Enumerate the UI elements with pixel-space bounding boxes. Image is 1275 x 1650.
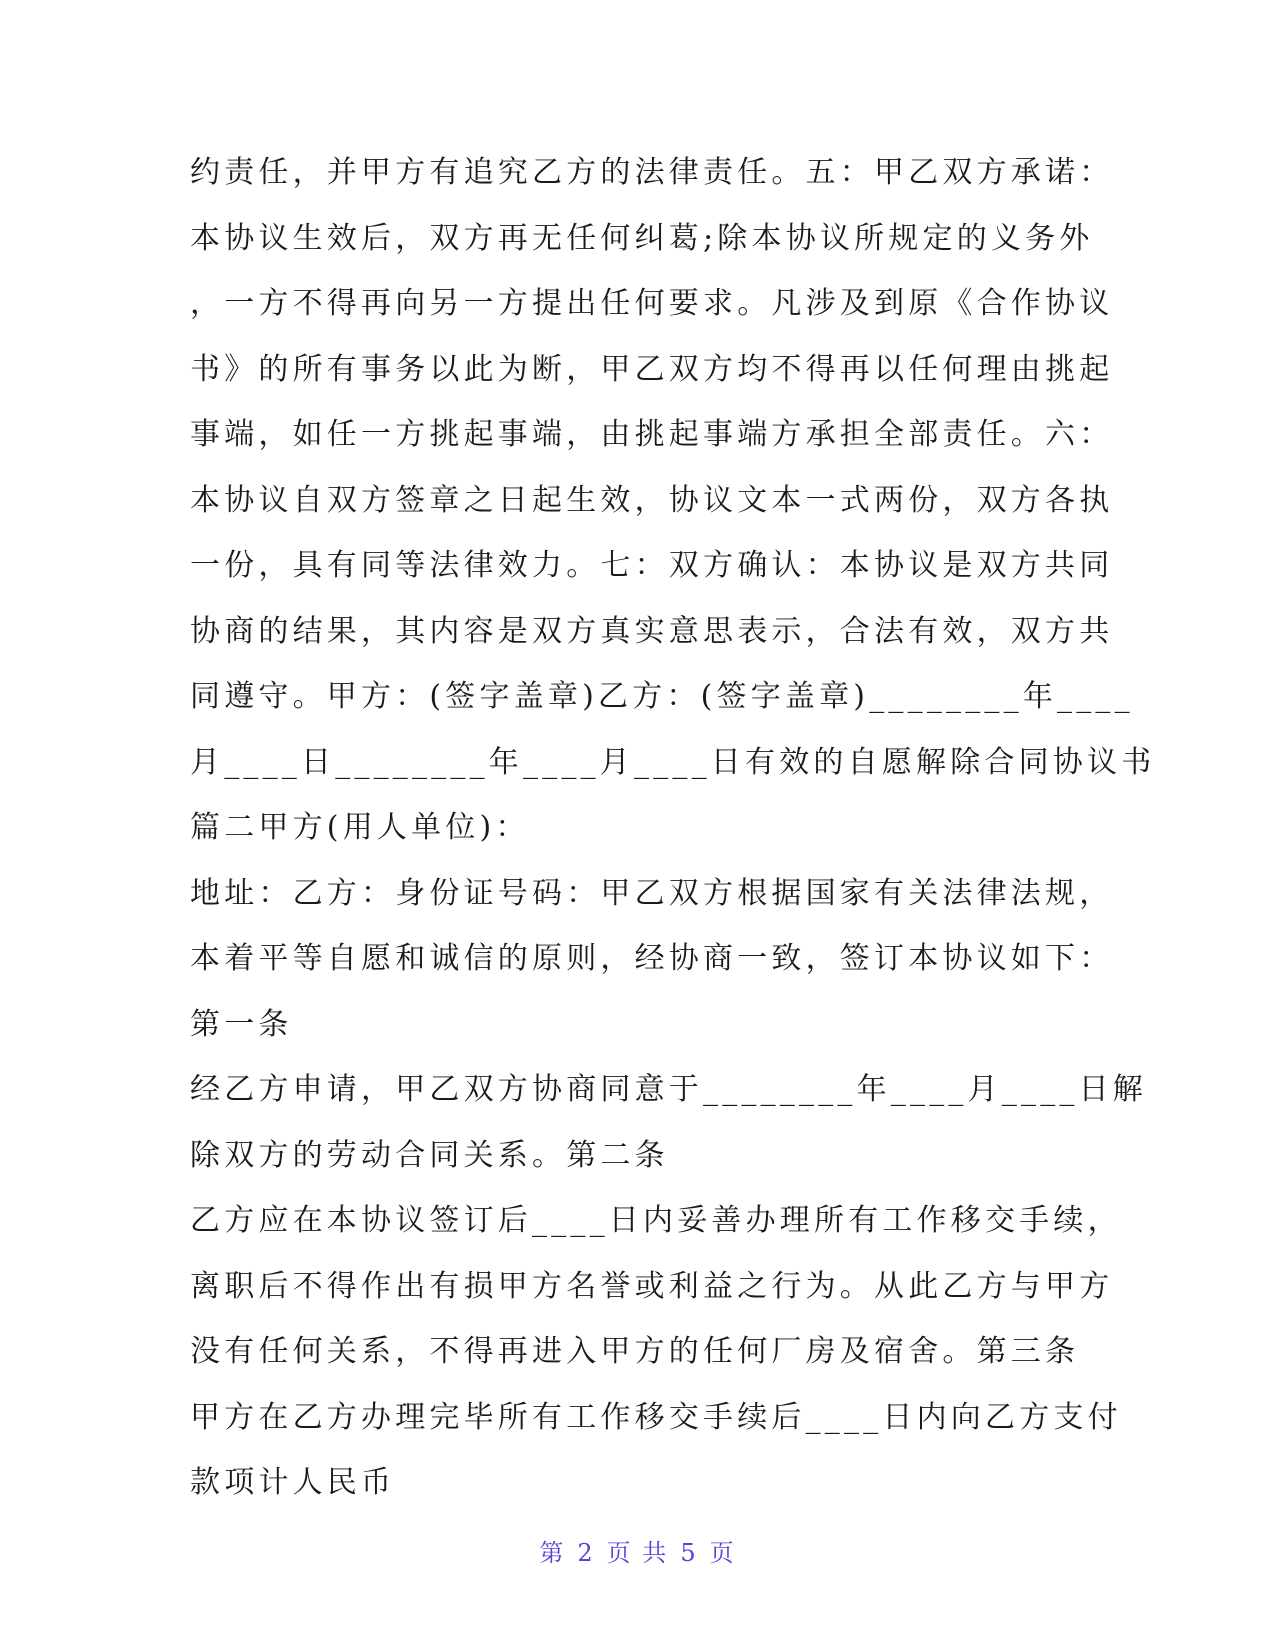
section-heading: 篇二甲方(用人单位)： — [190, 810, 530, 845]
text-line: 甲方在乙方办理完毕所有工作移交手续后____日内向乙方支付 — [190, 1399, 1122, 1435]
text-line: ，一方不得再向另一方提出任何要求。凡涉及到原《合作协议 — [190, 286, 1114, 321]
footer-prefix: 第 — [539, 1539, 566, 1567]
footer-suffix: 页 — [709, 1539, 736, 1567]
page-footer — [0, 1533, 1275, 1568]
text-line: 乙方应在本协议签订后____日内妥善办理所有工作移交手续， — [190, 1203, 1122, 1238]
text-line: 协商的结果，其内容是双方真实意思表示，合法有效，双方共 — [190, 613, 1114, 649]
footer-middle: 页 共 — [606, 1539, 669, 1567]
text-line: 一份，具有同等法律效力。七：双方确认：本协议是双方共同 — [190, 548, 1114, 583]
text-line: 本协议生效后，双方再无任何纠葛;除本协议所规定的义务外 — [190, 220, 1094, 256]
text-line: 约责任，并甲方有追究乙方的法律责任。五：甲乙双方承诺： — [190, 155, 1114, 190]
article-heading: 第一条 — [190, 1006, 293, 1042]
document-body — [190, 140, 1156, 1516]
text-line: 地址：乙方：身份证号码：甲乙双方根据国家有关法律法规， — [190, 875, 1114, 911]
text-line: 事端，如任一方挑起事端，由挑起事端方承担全部责任。六： — [190, 417, 1114, 452]
text-line: 没有任何关系，不得再进入甲方的任何厂房及宿舍。第三条 — [190, 1334, 1080, 1369]
text-line: 经乙方申请，甲乙双方协商同意于________年____月____日解 — [190, 1072, 1147, 1107]
text-line: 本着平等自愿和诚信的原则，经协商一致，签订本协议如下： — [190, 941, 1114, 976]
text-line: 书》的所有事务以此为断，甲乙双方均不得再以任何理由挑起 — [190, 351, 1114, 387]
text-line: 除双方的劳动合同关系。第二条 — [190, 1137, 669, 1173]
text-line: 本协议自双方签章之日起生效，协议文本一式两份，双方各执 — [190, 482, 1114, 518]
text-line: 月____日________年____月____日有效的自愿解除合同协议书 — [190, 744, 1156, 780]
total-pages-number: 5 — [680, 1539, 698, 1567]
text-line: 离职后不得作出有损甲方名誉或利益之行为。从此乙方与甲方 — [190, 1268, 1114, 1304]
text-line: 款项计人民币 — [190, 1465, 396, 1500]
text-line: 同遵守。甲方：(签字盖章)乙方：(签字盖章)________年____ — [190, 679, 1134, 714]
current-page-number: 2 — [577, 1539, 595, 1567]
